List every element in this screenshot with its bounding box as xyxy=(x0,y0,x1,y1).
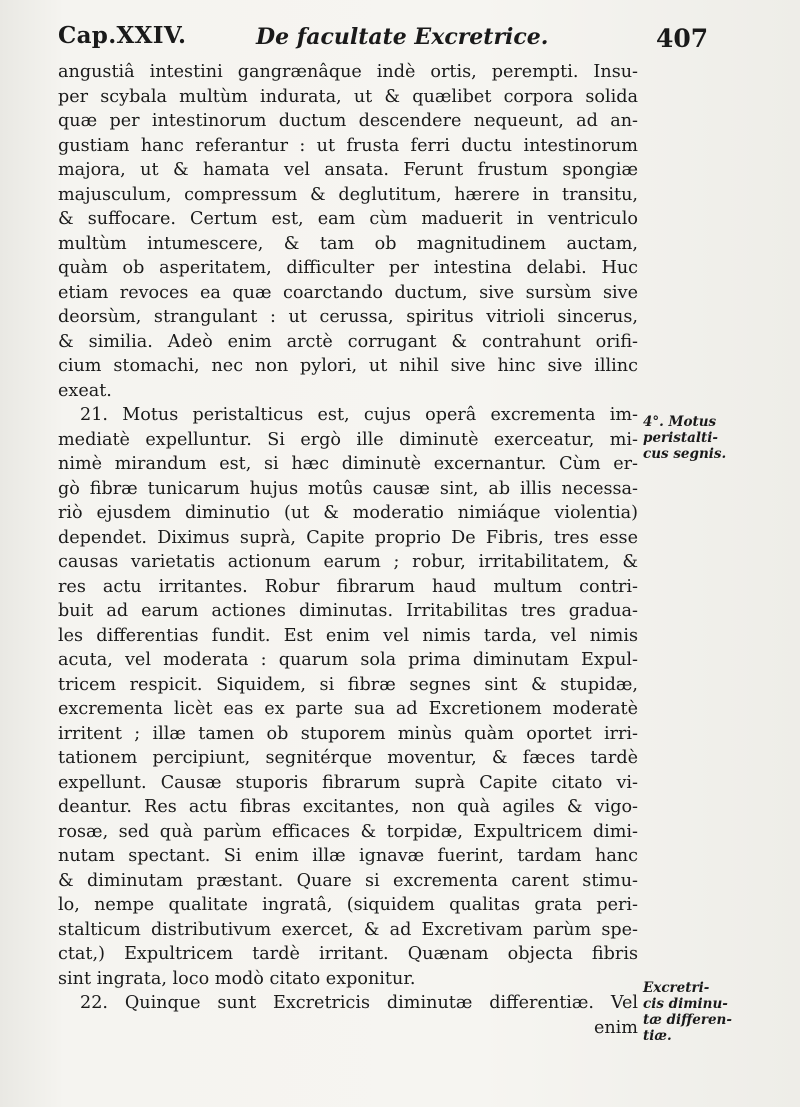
margin-note-line: tæ differen- xyxy=(643,1012,732,1028)
margin-note-line: tiæ. xyxy=(643,1028,672,1044)
text-line: nimè mirandum est, si hæc diminutè excernantur. Cùm er- xyxy=(58,454,638,474)
text-line: majora, ut & hamata vel ansata. Ferunt frustum spongiæ xyxy=(58,160,638,180)
text-line: quàm ob asperitatem, difficulter per intestina delabi. Huc xyxy=(58,258,638,278)
text-line: dependet. Diximus suprà, Capite proprio De Fibris, tres esse xyxy=(58,527,638,548)
text-line: tricem respicit. Siquidem, si fibræ segnes sint & stupidæ, xyxy=(58,674,638,695)
text-line: majusculum, compressum & deglutitum, hærere in transitu, xyxy=(58,184,638,205)
text-line: cium stomachi, nec non pylori, ut nihil sive hinc sive illinc xyxy=(58,356,638,376)
text-line: deantur. Res actu fibras excitantes, non quà agiles & vigo- xyxy=(58,797,638,817)
margin-note-line: cis diminu- xyxy=(643,996,728,1012)
text-line: & diminutam præstant. Quare si excrementa carent stimu- xyxy=(58,870,638,891)
text-line: acuta, vel moderata : quarum sola prima diminutam Expul- xyxy=(58,650,638,670)
text-line: multùm intumescere, & tam ob magnitudinem auctam, xyxy=(58,233,638,254)
text-line: ctat,) Expultricem tardè irritant. Quænam objecta fibris xyxy=(58,944,638,964)
margin-note-line: 4°. Motus xyxy=(643,414,717,430)
text-line: excrementa licèt eas ex parte sua ad Excretionem moderatè xyxy=(58,699,638,719)
text-line: rosæ, sed quà parùm efficaces & torpidæ, Expultricem dimi- xyxy=(58,821,638,842)
text-line: & suffocare. Certum est, eam cùm maduerit in ventriculo xyxy=(58,209,638,229)
text-line: res actu irritantes. Robur fibrarum haud multum contri- xyxy=(58,576,638,597)
text-line: gustiam hanc referantur : ut frusta ferri ductu intestinorum xyxy=(58,135,638,156)
text-line: riò ejusdem diminutio (ut & moderatio nimiáque violentia) xyxy=(58,503,638,523)
text-line: buit ad earum actiones diminutas. Irritabilitas tres gradua- xyxy=(58,601,638,621)
text-line: expellunt. Causæ stuporis fibrarum suprà Capite citato vi- xyxy=(58,772,638,793)
margin-note-line: peristalti- xyxy=(643,430,718,446)
text-line: sint ingrata, loco modò citato exponitur. xyxy=(58,968,416,989)
running-title: De facultate Excretrice. xyxy=(256,24,549,50)
text-line: nutam spectant. Si enim illæ ignavæ fuerint, tardam hanc xyxy=(58,846,638,866)
text-line: stalticum distributivum exercet, & ad Excretivam parùm spe- xyxy=(58,919,638,940)
text-line: & similia. Adeò enim arctè corrugant & contrahunt orifi- xyxy=(58,331,638,352)
page-number: 407 xyxy=(656,24,709,53)
page-header xyxy=(58,22,718,54)
body-text xyxy=(58,60,638,1040)
paragraph-21-start: 21. Motus peristalticus est, cujus operâ excrementa im- xyxy=(80,405,638,425)
text-line: mediatè expelluntur. Si ergò ille diminutè exerceatur, mi- xyxy=(58,429,638,450)
margin-note-line: cus segnis. xyxy=(643,446,727,462)
text-line: deorsùm, strangulant : ut cerussa, spiritus vitrioli sincerus, xyxy=(58,307,638,327)
text-line: lo, nempe qualitate ingratâ, (siquidem qualitas grata peri- xyxy=(58,895,638,915)
text-line: per scybala multùm indurata, ut & quælibet corpora solida xyxy=(58,86,638,107)
text-line: les differentias fundit. Est enim vel nimis tarda, vel nimis xyxy=(58,625,638,646)
margin-note-excretricis xyxy=(643,980,763,1044)
text-line: tationem percipiunt, segnitérque moventur, & fæces tardè xyxy=(58,748,638,768)
paragraph-22-start: 22. Quinque sunt Excretricis diminutæ differentiæ. Vel xyxy=(80,993,638,1013)
chapter-label: Cap.XXIV. xyxy=(58,22,187,49)
margin-note-line: Excretri- xyxy=(643,980,710,996)
text-line: causas varietatis actionum earum ; robur, irritabilitatem, & xyxy=(58,552,638,572)
catchword-line: enim xyxy=(593,1017,638,1038)
text-line: gò fibræ tunicarum hujus motûs causæ sint, ab illis necessa- xyxy=(58,478,638,499)
margin-note-motus xyxy=(643,414,763,462)
text-line: angustiâ intestini gangrænâque indè ortis, perempti. Insu- xyxy=(58,62,638,82)
text-line: quæ per intestinorum ductum descendere nequeunt, ad an- xyxy=(58,111,638,131)
text-line: etiam revoces ea quæ coarctando ductum, sive sursùm sive xyxy=(58,282,638,303)
text-line: exeat. xyxy=(58,380,112,401)
text-line: irritent ; illæ tamen ob stuporem minùs quàm oportet irri- xyxy=(58,723,638,744)
